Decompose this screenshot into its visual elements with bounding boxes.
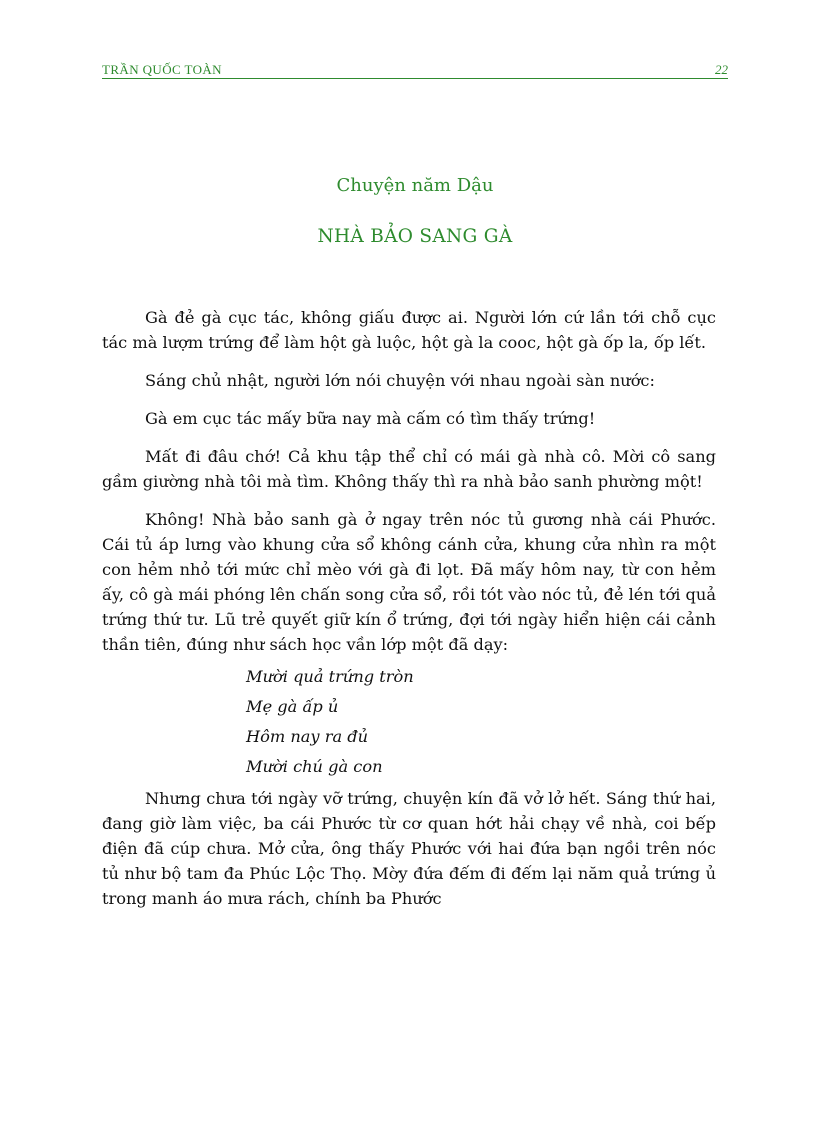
- poem: [246, 662, 716, 782]
- paragraph: Không! Nhà bảo sanh gà ở ngay trên nóc tủ gương nhà cái Phước. Cái tủ áp lưng vào khung cửa sổ không cánh cửa, khung cửa nhìn ra một con hẻm nhỏ tới mức chỉ mèo với gà đi lọt. Đã mấy hôm nay, từ con hẻm ấy, cô gà mái phóng lên chấn song cửa sổ, rồi tót vào nóc tủ, đẻ lén tới quả trứng thứ tư. Lũ trẻ quyết giữ kín ổ trứng, đợi tới ngày hiển hiện cái cảnh thần tiên, đúng như sách học vần lớp một đã dạy:: [102, 510, 716, 654]
- paragraph: Mất đi đâu chớ! Cả khu tập thể chỉ có mái gà nhà cô. Mời cô sang gầm giường nhà tôi mà tìm. Không thấy thì ra nhà bảo sanh phường một!: [102, 447, 716, 491]
- header-page-number: 22: [715, 62, 728, 77]
- header-author: TRẦN QUỐC TOÀN: [102, 62, 222, 77]
- chapter-title: NHÀ BẢO SANG GÀ: [317, 226, 513, 247]
- paragraph: Gà đẻ gà cục tác, không giấu được ai. Người lớn cứ lần tới chỗ cục tác mà lượm trứng để làm hột gà luộc, hột gà la cooc, hột gà ốp la, ốp lết.: [102, 308, 716, 352]
- paragraph: Sáng chủ nhật, người lớn nói chuyện với nhau ngoài sàn nước:: [145, 371, 655, 390]
- poem-line: Hôm nay ra đủ: [246, 727, 369, 746]
- paragraph: Gà em cục tác mấy bữa nay mà cấm có tìm thấy trứng!: [145, 409, 596, 428]
- poem-line: Mười quả trứng tròn: [246, 667, 414, 686]
- running-header: [102, 60, 728, 79]
- paragraph: Nhưng chưa tới ngày vỡ trứng, chuyện kín đã vở lở hết. Sáng thứ hai, đang giờ làm việc, ba cái Phước từ cơ quan hớt hải chạy về nhà, coi bếp điện đã cúp chưa. Mở cửa, ông thấy Phước với hai đứa bạn ngồi trên nóc tủ như bộ tam đa Phúc Lộc Thọ. Mờy đứa đếm đi đếm lại năm quả trứng ủ trong manh áo mưa rách, chính ba Phước: [102, 789, 716, 908]
- poem-line: Mẹ gà ấp ủ: [246, 697, 339, 716]
- poem-line: Mười chú gà con: [246, 757, 383, 776]
- body-text: [102, 305, 716, 924]
- chapter-subtitle: Chuyện năm Dậu: [336, 175, 494, 196]
